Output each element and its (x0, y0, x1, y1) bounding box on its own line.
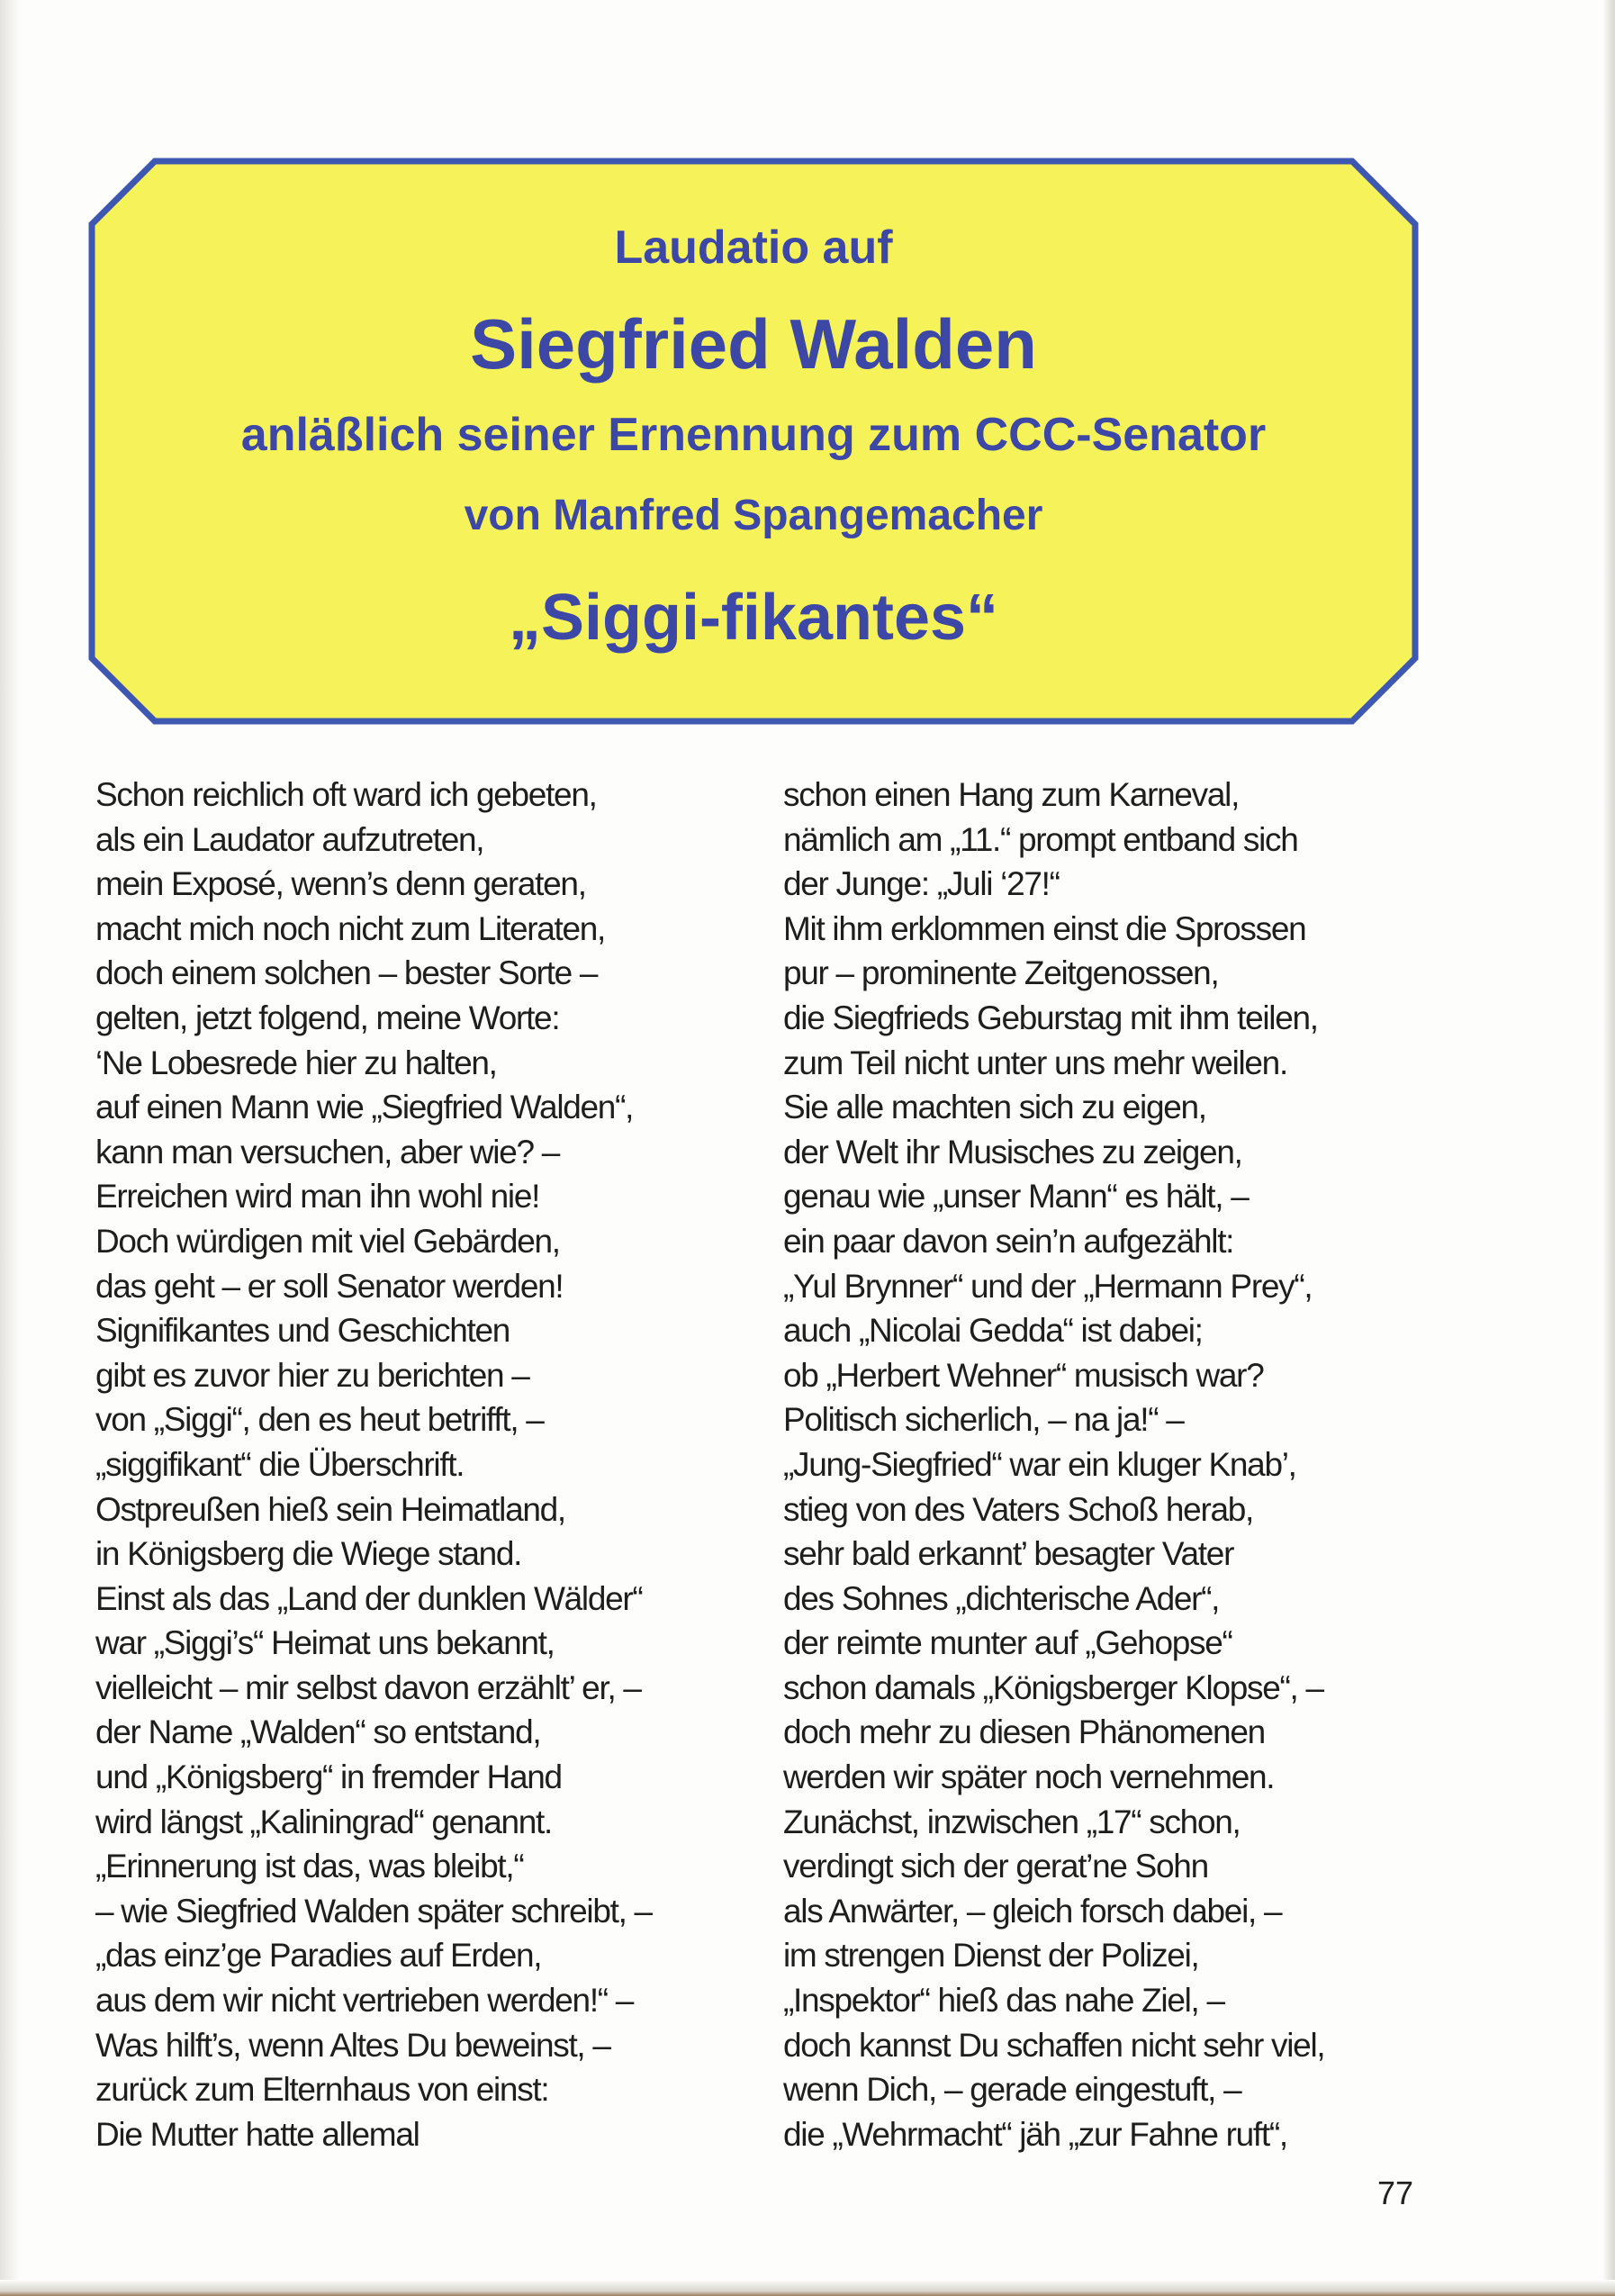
poem-line: zum Teil nicht unter uns mehr weilen. (783, 1044, 1287, 1081)
poem-line: stieg von des Vaters Schoß herab, (783, 1490, 1254, 1528)
poem-line: wird längst „Kaliningrad“ genannt. (95, 1803, 553, 1840)
poem-line: der Welt ihr Musisches zu zeigen, (783, 1133, 1242, 1171)
poem-line: kann man versuchen, aber wie? – (95, 1133, 560, 1171)
title-box (88, 158, 1419, 725)
poem-line: Politisch sicherlich, – na ja!“ – (783, 1401, 1184, 1439)
poem-line: mein Exposé, wenn’s denn geraten, (95, 865, 586, 903)
poem-line: der Name „Walden“ so entstand, (95, 1713, 541, 1751)
poem-line: „Erinnerung ist das, was bleibt,“ (95, 1848, 524, 1885)
poem-line: Zunächst, inzwischen „17“ schon, (783, 1803, 1241, 1840)
poem-line: sehr bald erkannt’ besagter Vater (783, 1535, 1234, 1573)
poem-line: Einst als das „Land der dunklen Wälder“ (95, 1579, 643, 1617)
poem-line: des Sohnes „dichterische Ader“, (783, 1579, 1220, 1617)
author-line: von Manfred Spangemacher (464, 492, 1043, 539)
poem-line: ein paar davon sein’n aufgezählt: (783, 1222, 1234, 1260)
poem-line: „siggifikant“ die Überschrift. (95, 1445, 465, 1483)
title-intro: Laudatio auf (614, 221, 893, 274)
poem-line: verdingt sich der gerat’ne Sohn (783, 1848, 1208, 1885)
poem-line: von „Siggi“, den es heut betrifft, – (95, 1401, 544, 1439)
poem-line: in Königsberg die Wiege stand. (95, 1535, 522, 1573)
page-gutter-shadow (0, 0, 20, 2296)
poem-line: „Yul Brynner“ und der „Hermann Prey“, (783, 1267, 1313, 1305)
page-number: 77 (1377, 2174, 1414, 2211)
poem-line: der Junge: „Juli ‘27!“ (783, 865, 1060, 903)
poem-line: macht mich noch nicht zum Literaten, (95, 909, 606, 947)
poem-line: ob „Herbert Wehner“ musisch war? (783, 1356, 1264, 1394)
poem-line: als ein Laudator aufzutreten, (95, 820, 484, 858)
poem-line: das geht – er soll Senator werden! (95, 1267, 564, 1305)
poem-line: nämlich am „11.“ prompt entband sich (783, 820, 1298, 858)
poem-line: war „Siggi’s“ Heimat uns bekannt, (95, 1624, 555, 1662)
page-bottom-edge (0, 2280, 1615, 2296)
poem-column-left (95, 773, 672, 2156)
poem-line: Mit ihm erklommen einst die Sprossen (783, 909, 1306, 947)
poem-line: pur – prominente Zeitgenossen, (783, 954, 1219, 992)
poem-line: Was hilft’s, wenn Altes Du beweinst, – (95, 2026, 610, 2064)
poem-line: „Jung-Siegfried“ war ein kluger Knab’, (783, 1445, 1296, 1483)
poem-line: genau wie „unser Mann“ es hält, – (783, 1178, 1249, 1216)
poem-column-right (783, 773, 1404, 2156)
poem-line: als Anwärter, – gleich forsch dabei, – (783, 1892, 1282, 1930)
poem-line: doch mehr zu diesen Phänomenen (783, 1713, 1265, 1751)
page-edge (1602, 0, 1615, 2296)
poem-line: die Siegfrieds Geburstag mit ihm teilen, (783, 999, 1318, 1036)
poem-line: Schon reichlich oft ward ich gebeten, (95, 776, 597, 813)
poem-line: Erreichen wird man ihn wohl nie! (95, 1178, 540, 1216)
poem-line: auf einen Mann wie „Siegfried Walden“, (95, 1089, 634, 1126)
poem-line: „Inspektor“ hieß das nahe Ziel, – (783, 1982, 1224, 2020)
poem-line: aus dem wir nicht vertrieben werden!“ – (95, 1982, 634, 2020)
poem-line: gelten, jetzt folgend, meine Worte: (95, 999, 560, 1036)
poem-line: im strengen Dienst der Polizei, (783, 1937, 1199, 1975)
poem-line: gibt es zuvor hier zu berichten – (95, 1356, 529, 1394)
poem-line: ‘Ne Lobesrede hier zu halten, (95, 1044, 497, 1081)
poem-line: Doch würdigen mit viel Gebärden, (95, 1222, 560, 1260)
poem-line: Sie alle machten sich zu eigen, (783, 1089, 1206, 1126)
poem-line: und „Königsberg“ in fremder Hand (95, 1758, 562, 1796)
honoree-name: Siegfried Walden (470, 304, 1037, 384)
poem-line: werden wir später noch vernehmen. (783, 1758, 1275, 1796)
poem-line: auch „Nicolai Gedda“ ist dabei; (783, 1312, 1203, 1350)
poem-line: der reimte munter auf „Gehopse“ (783, 1624, 1232, 1662)
poem-line: zurück zum Elternhaus von einst: (95, 2071, 549, 2109)
poem-line: Die Mutter hatte allemal (95, 2115, 420, 2153)
poem-line: schon damals „Königsberger Klopse“, – (783, 1668, 1323, 1706)
poem-line: doch einem solchen – bester Sorte – (95, 954, 598, 992)
poem-line: schon einen Hang zum Karneval, (783, 776, 1240, 813)
poem-line: vielleicht – mir selbst davon erzählt’ er, – (95, 1668, 641, 1706)
poem-line: wenn Dich, – gerade eingestuft, – (783, 2071, 1241, 2109)
poem-line: „das einz’ge Paradies auf Erden, (95, 1937, 542, 1975)
poem-line: – wie Siegfried Walden später schreibt, – (95, 1892, 652, 1930)
poem-line: die „Wehrmacht“ jäh „zur Fahne ruft“, (783, 2115, 1287, 2153)
subtitle: „Siggi-fikantes“ (508, 582, 999, 654)
poem-line: doch kannst Du schaffen nicht sehr viel, (783, 2026, 1325, 2064)
poem-line: Ostpreußen hieß sein Heimatland, (95, 1490, 565, 1528)
poem-line: Signifikantes und Geschichten (95, 1312, 510, 1350)
occasion-line: anläßlich seiner Ernennung zum CCC-Senator (240, 409, 1267, 461)
